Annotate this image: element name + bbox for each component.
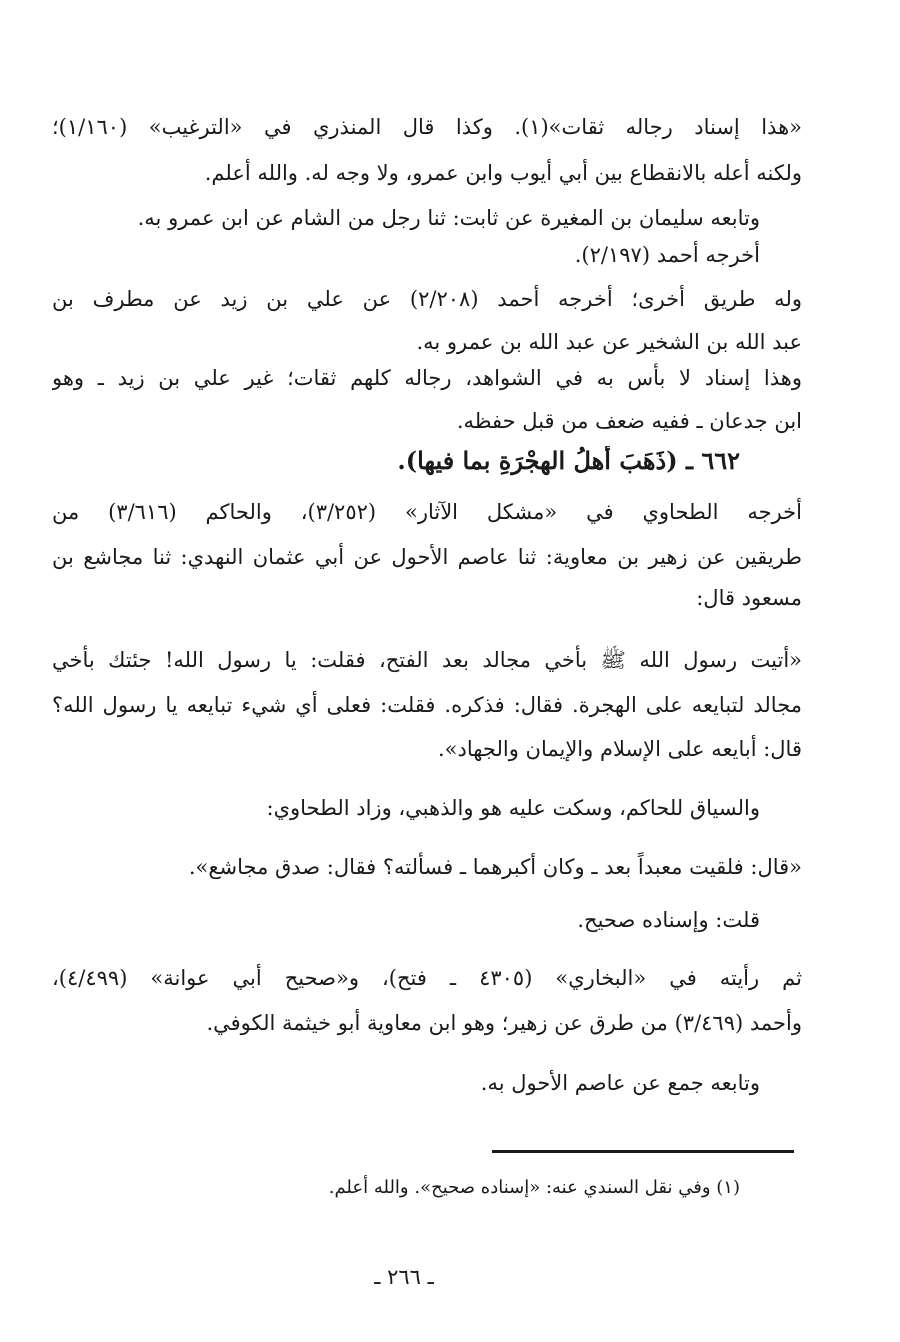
text-line: «هذا إسناد رجاله ثقات»(١). وكذا قال المنذري في «الترغيب» (١/١٦٠)؛	[52, 115, 802, 139]
text-line: مجالد لتبايعه على الهجرة. فقال: فذكره. فقلت: فعلى أي شيء تبايعه يا رسول الله؟	[52, 693, 802, 717]
text-line: ثم رأيته في «البخاري» (٤٣٠٥ ـ فتح)، و«صحيح أبي عوانة» (٤/٤٩٩)،	[52, 966, 802, 990]
text-line: ولكنه أعله بالانقطاع بين أبي أيوب وابن عمرو، ولا وجه له. والله أعلم.	[204, 161, 802, 185]
footnote-divider	[492, 1150, 794, 1153]
text-line: «قال: فلقيت معبداً بعد ـ وكان أكبرهما ـ فسألته؟ فقال: صدق مجاشع».	[188, 855, 802, 879]
text-line: أخرجه الطحاوي في «مشكل الآثار» (٣/٢٥٢)، والحاكم (٣/٦١٦) من	[52, 500, 802, 524]
text-line: وله طريق أخرى؛ أخرجه أحمد (٢/٢٠٨) عن علي بن زيد عن مطرف بن	[52, 287, 802, 311]
footnote: (١) وفي نقل السندي عنه: «إسناده صحيح». والله أعلم.	[328, 1177, 740, 1198]
text-line: وهذا إسناد لا بأس به في الشواهد، رجاله كلهم ثقات؛ غير علي بن زيد ـ وهو	[52, 366, 802, 390]
text-line: والسياق للحاكم، وسكت عليه هو والذهبي، وزاد الطحاوي:	[266, 796, 760, 820]
text-line: أخرجه أحمد (٢/١٩٧).	[574, 243, 760, 267]
text-line: ابن جدعان ـ ففيه ضعف من قبل حفظه.	[456, 409, 802, 433]
text-line: طريقين عن زهير بن معاوية: ثنا عاصم الأحول عن أبي عثمان النهدي: ثنا مجاشع بن	[52, 545, 802, 569]
page-number: ـ ٢٦٦ ـ	[374, 1265, 434, 1289]
text-line: قال: أبايعه على الإسلام والإيمان والجهاد».	[437, 737, 802, 761]
text-line: عبد الله بن الشخير عن عبد الله بن عمرو به.	[416, 330, 802, 354]
text-line: وأحمد (٣/٤٦٩) من طرق عن زهير؛ وهو ابن معاوية أبو خيثمة الكوفي.	[206, 1011, 802, 1035]
text-line: وتابعه سليمان بن المغيرة عن ثابت: ثنا رجل من الشام عن ابن عمرو به.	[137, 206, 760, 230]
text-line: مسعود قال:	[696, 586, 802, 610]
text-line: «أتيت رسول الله ﷺ بأخي مجالد بعد الفتح، فقلت: يا رسول الله! جئتك بأخي	[52, 648, 802, 672]
text-line: وتابعه جمع عن عاصم الأحول به.	[480, 1071, 760, 1095]
text-line: قلت: وإسناده صحيح.	[577, 908, 760, 932]
hadith-heading: ٦٦٢ ـ (ذَهَبَ أهلُ الهِجْرَةِ بما فيها).	[397, 446, 740, 475]
